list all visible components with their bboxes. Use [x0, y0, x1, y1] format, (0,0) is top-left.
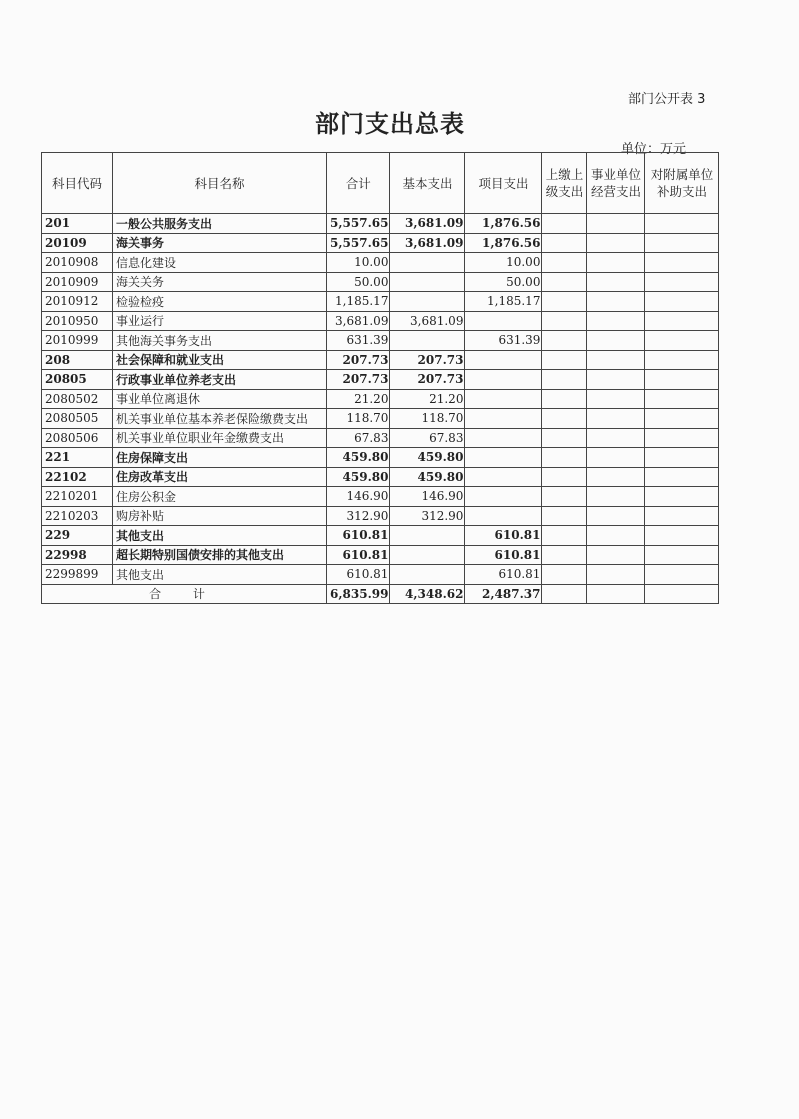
table-row: [42, 350, 719, 370]
row-basic: [390, 565, 465, 585]
row-basic: [390, 526, 465, 546]
row-subsidy: [645, 311, 719, 331]
row-code: 2080502: [42, 389, 113, 409]
table-row: [42, 292, 719, 312]
row-business: [587, 331, 645, 351]
row-name: 超长期特别国债安排的其他支出: [113, 545, 327, 565]
row-name: 其他海关事务支出: [113, 331, 327, 351]
table-row: [42, 370, 719, 390]
row-subsidy: [645, 565, 719, 585]
row-name: 购房补贴: [113, 506, 327, 526]
row-basic: [390, 272, 465, 292]
row-name: 信息化建设: [113, 253, 327, 273]
row-project: [465, 311, 542, 331]
row-subsidy: [645, 272, 719, 292]
row-subsidy: [645, 214, 719, 234]
table-row: [42, 487, 719, 507]
row-subsidy: [645, 428, 719, 448]
row-code: 2010909: [42, 272, 113, 292]
total-upper: [542, 584, 587, 604]
row-business: [587, 370, 645, 390]
row-code: 2080505: [42, 409, 113, 429]
row-code: 208: [42, 350, 113, 370]
row-code: 2080506: [42, 428, 113, 448]
table-row: [42, 448, 719, 468]
row-basic: [390, 545, 465, 565]
row-subsidy: [645, 487, 719, 507]
row-name: 海关事务: [113, 233, 327, 253]
row-code: 20805: [42, 370, 113, 390]
row-business: [587, 311, 645, 331]
header-business: 事业单位经营支出: [587, 153, 645, 214]
row-basic: 207.73: [390, 370, 465, 390]
row-upper: [542, 272, 587, 292]
header-total: 合计: [327, 153, 390, 214]
row-total: 21.20: [327, 389, 390, 409]
row-subsidy: [645, 506, 719, 526]
table-row: [42, 311, 719, 331]
header-code: 科目代码: [42, 153, 113, 214]
row-code: 221: [42, 448, 113, 468]
row-total: 10.00: [327, 253, 390, 273]
row-total: 207.73: [327, 350, 390, 370]
row-project: 1,876.56: [465, 233, 542, 253]
header-project: 项目支出: [465, 153, 542, 214]
row-name: 住房保障支出: [113, 448, 327, 468]
row-code: 2299899: [42, 565, 113, 585]
total-basic: 4,348.62: [390, 584, 465, 604]
row-upper: [542, 506, 587, 526]
row-name: 住房公积金: [113, 487, 327, 507]
page-title: 部门支出总表: [315, 110, 465, 138]
row-code: 2210203: [42, 506, 113, 526]
row-project: [465, 350, 542, 370]
row-business: [587, 448, 645, 468]
row-basic: [390, 253, 465, 273]
row-name: 事业单位离退休: [113, 389, 327, 409]
row-code: 229: [42, 526, 113, 546]
row-basic: 459.80: [390, 448, 465, 468]
row-project: [465, 370, 542, 390]
row-business: [587, 565, 645, 585]
row-subsidy: [645, 292, 719, 312]
row-total: 312.90: [327, 506, 390, 526]
row-name: 其他支出: [113, 526, 327, 546]
expenditure-table: [41, 152, 719, 604]
row-business: [587, 545, 645, 565]
row-upper: [542, 233, 587, 253]
row-subsidy: [645, 233, 719, 253]
total-subsidy: [645, 584, 719, 604]
row-name: 住房改革支出: [113, 467, 327, 487]
row-project: [465, 389, 542, 409]
row-code: 2010912: [42, 292, 113, 312]
total-project: 2,487.37: [465, 584, 542, 604]
table-row: [42, 565, 719, 585]
row-upper: [542, 448, 587, 468]
row-upper: [542, 526, 587, 546]
row-upper: [542, 467, 587, 487]
row-subsidy: [645, 448, 719, 468]
row-business: [587, 409, 645, 429]
table-row: [42, 409, 719, 429]
row-subsidy: [645, 545, 719, 565]
row-basic: [390, 292, 465, 312]
row-project: 610.81: [465, 545, 542, 565]
row-name: 机关事业单位基本养老保险缴费支出: [113, 409, 327, 429]
row-project: 1,185.17: [465, 292, 542, 312]
row-basic: 3,681.09: [390, 233, 465, 253]
row-basic: 118.70: [390, 409, 465, 429]
row-subsidy: [645, 350, 719, 370]
row-project: 610.81: [465, 526, 542, 546]
row-project: [465, 409, 542, 429]
table-body: [42, 214, 719, 585]
row-upper: [542, 214, 587, 234]
row-subsidy: [645, 253, 719, 273]
row-total: 610.81: [327, 526, 390, 546]
row-upper: [542, 253, 587, 273]
row-business: [587, 233, 645, 253]
row-project: [465, 428, 542, 448]
row-code: 2010908: [42, 253, 113, 273]
row-basic: 207.73: [390, 350, 465, 370]
row-subsidy: [645, 370, 719, 390]
row-code: 2010950: [42, 311, 113, 331]
row-name: 海关关务: [113, 272, 327, 292]
row-name: 事业运行: [113, 311, 327, 331]
row-upper: [542, 428, 587, 448]
row-business: [587, 214, 645, 234]
row-project: [465, 506, 542, 526]
row-business: [587, 272, 645, 292]
total-row: [42, 584, 719, 604]
row-upper: [542, 565, 587, 585]
row-total: 67.83: [327, 428, 390, 448]
row-subsidy: [645, 409, 719, 429]
table-row: [42, 506, 719, 526]
row-code: 201: [42, 214, 113, 234]
table-row: [42, 428, 719, 448]
row-name: 行政事业单位养老支出: [113, 370, 327, 390]
unit-label: 单位：万元: [621, 142, 687, 157]
row-basic: 312.90: [390, 506, 465, 526]
row-basic: 21.20: [390, 389, 465, 409]
row-basic: [390, 331, 465, 351]
row-upper: [542, 311, 587, 331]
row-total: 610.81: [327, 545, 390, 565]
table-row: [42, 253, 719, 273]
row-code: 2010999: [42, 331, 113, 351]
row-business: [587, 487, 645, 507]
row-upper: [542, 545, 587, 565]
total-business: [587, 584, 645, 604]
row-code: 20109: [42, 233, 113, 253]
row-basic: 67.83: [390, 428, 465, 448]
total-label: 合 计: [42, 584, 327, 604]
row-upper: [542, 331, 587, 351]
row-name: 一般公共服务支出: [113, 214, 327, 234]
row-total: 459.80: [327, 448, 390, 468]
table-row: [42, 467, 719, 487]
row-name: 机关事业单位职业年金缴费支出: [113, 428, 327, 448]
row-project: [465, 487, 542, 507]
row-total: 5,557.65: [327, 214, 390, 234]
row-business: [587, 467, 645, 487]
row-business: [587, 292, 645, 312]
row-name: 检验检疫: [113, 292, 327, 312]
row-upper: [542, 370, 587, 390]
header-basic: 基本支出: [390, 153, 465, 214]
row-name: 其他支出: [113, 565, 327, 585]
table-row: [42, 233, 719, 253]
row-total: 50.00: [327, 272, 390, 292]
row-total: 631.39: [327, 331, 390, 351]
row-business: [587, 350, 645, 370]
header-upper: 上缴上级支出: [542, 153, 587, 214]
row-total: 3,681.09: [327, 311, 390, 331]
row-subsidy: [645, 389, 719, 409]
row-code: 22102: [42, 467, 113, 487]
row-basic: 3,681.09: [390, 214, 465, 234]
row-basic: 459.80: [390, 467, 465, 487]
row-upper: [542, 409, 587, 429]
row-total: 146.90: [327, 487, 390, 507]
row-project: 10.00: [465, 253, 542, 273]
table-row: [42, 526, 719, 546]
row-total: 1,185.17: [327, 292, 390, 312]
total-sum: 6,835.99: [327, 584, 390, 604]
row-total: 118.70: [327, 409, 390, 429]
row-total: 207.73: [327, 370, 390, 390]
row-total: 459.80: [327, 467, 390, 487]
form-id: 部门公开表 3: [628, 92, 706, 107]
table-header-row: [42, 153, 719, 214]
row-project: 1,876.56: [465, 214, 542, 234]
row-total: 5,557.65: [327, 233, 390, 253]
row-business: [587, 389, 645, 409]
table-row: [42, 331, 719, 351]
row-upper: [542, 292, 587, 312]
row-project: [465, 448, 542, 468]
row-business: [587, 526, 645, 546]
row-business: [587, 506, 645, 526]
row-project: 631.39: [465, 331, 542, 351]
row-code: 2210201: [42, 487, 113, 507]
table-row: [42, 272, 719, 292]
table-row: [42, 545, 719, 565]
row-subsidy: [645, 331, 719, 351]
table-row: [42, 389, 719, 409]
row-project: 610.81: [465, 565, 542, 585]
header-name: 科目名称: [113, 153, 327, 214]
row-business: [587, 428, 645, 448]
row-project: [465, 467, 542, 487]
row-basic: 3,681.09: [390, 311, 465, 331]
row-basic: 146.90: [390, 487, 465, 507]
header-subsidy: 对附属单位补助支出: [645, 153, 719, 214]
row-total: 610.81: [327, 565, 390, 585]
row-name: 社会保障和就业支出: [113, 350, 327, 370]
row-subsidy: [645, 526, 719, 546]
row-subsidy: [645, 467, 719, 487]
table-row: [42, 214, 719, 234]
row-upper: [542, 487, 587, 507]
row-business: [587, 253, 645, 273]
row-upper: [542, 350, 587, 370]
row-project: 50.00: [465, 272, 542, 292]
row-upper: [542, 389, 587, 409]
row-code: 22998: [42, 545, 113, 565]
